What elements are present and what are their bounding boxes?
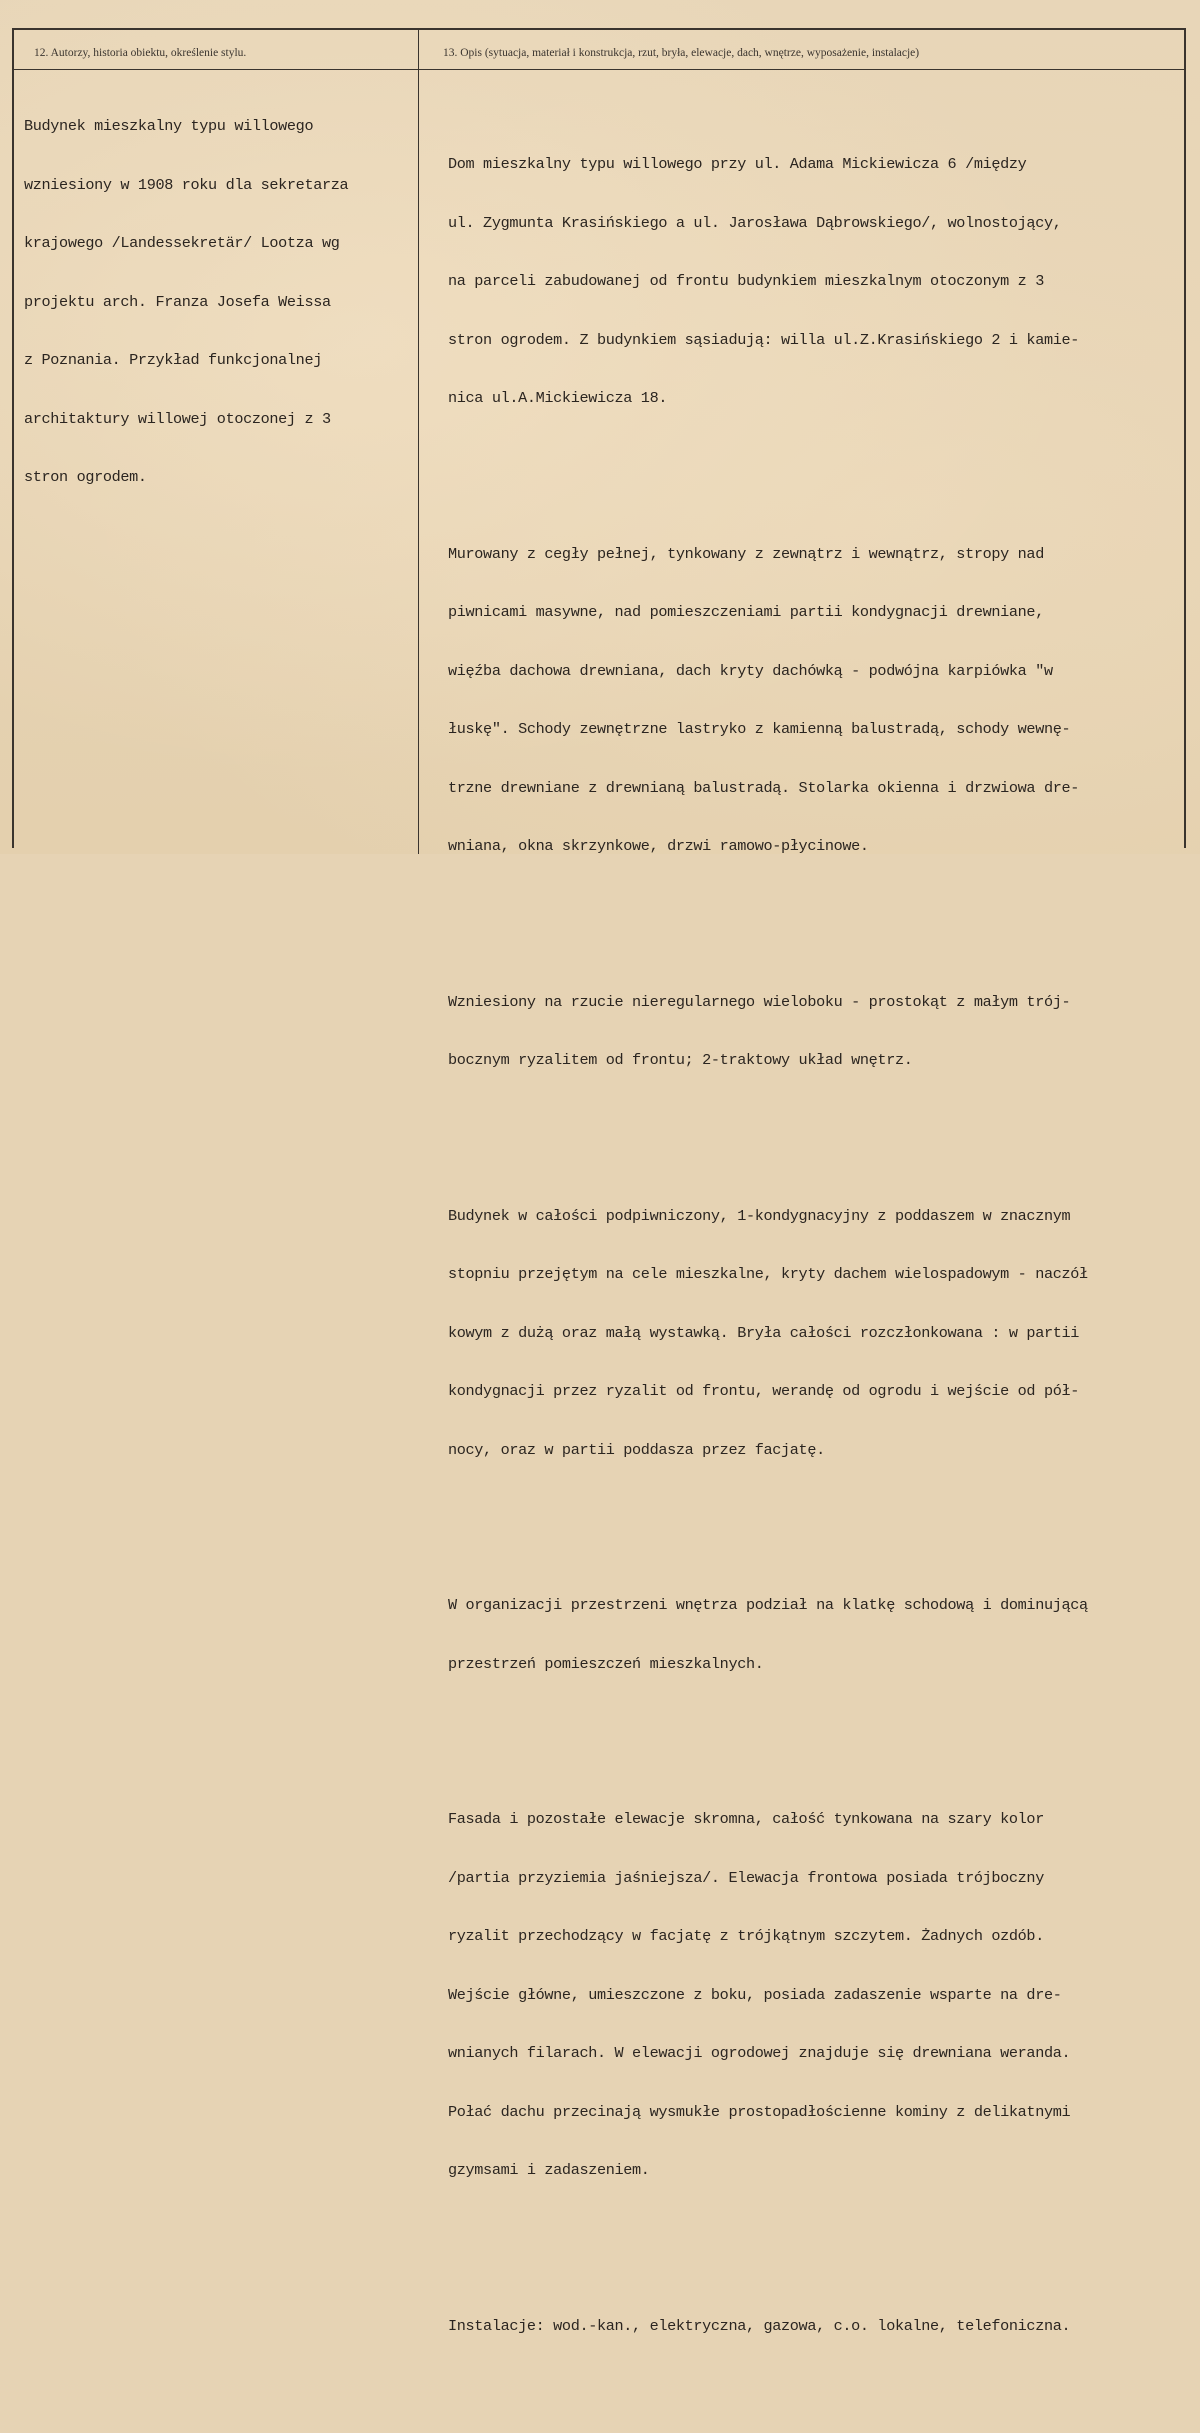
paragraph-location xyxy=(448,116,1088,448)
text-line: Połać dachu przecinają wysmukłe prostopadłościenne kominy z delikatnymi xyxy=(448,2102,1071,2121)
text-line: gzymsami i zadaszeniem. xyxy=(448,2161,650,2179)
paragraph-interior xyxy=(448,1557,1088,1713)
text-line: więźba dachowa drewniana, dach kryty dachówką - podwójna karpiówka "w xyxy=(448,661,1053,680)
text-line: stron ogrodem. xyxy=(24,468,147,486)
text-line: Wejście główne, umieszczone z boku, posiada zadaszenie wsparte na dre- xyxy=(448,1985,1062,2004)
text-line: Budynek mieszkalny typu willowego xyxy=(24,117,314,135)
text-line: stron ogrodem. Z budynkiem sąsiadują: willa ul.Z.Krasińskiego 2 i kamie- xyxy=(448,330,1080,349)
header-divider xyxy=(12,69,1186,70)
text-line: projektu arch. Franza Josefa Weissa xyxy=(24,292,331,311)
text-line: trzne drewniane z drewnianą balustradą. Stolarka okienna i drzwiowa dre- xyxy=(448,778,1080,797)
paragraph-massing xyxy=(448,1168,1088,1500)
text-line: ryzalit przechodzący w facjatę z trójkątnym szczytem. Żadnych ozdób. xyxy=(448,1927,1044,1945)
text-line: Dom mieszkalny typu willowego przy ul. Adama Mickiewicza 6 /między xyxy=(448,155,1027,173)
authors-history-text xyxy=(24,78,348,527)
description-text xyxy=(448,77,1088,2433)
text-line: na parceli zabudowanej od frontu budynkiem mieszkalnym otoczonym z 3 xyxy=(448,272,1044,290)
text-line: wnianych filarach. W elewacji ogrodowej znajduje się drewniana weranda. xyxy=(448,2044,1071,2062)
text-line: wzniesiony w 1908 roku dla sekretarza xyxy=(24,175,349,194)
text-line: ul. Zygmunta Krasińskiego a ul. Jarosława Dąbrowskiego/, wolnostojący, xyxy=(448,213,1062,232)
text-line: nica ul.A.Mickiewicza 18. xyxy=(448,389,668,407)
text-line: kondygnacji przez ryzalit od frontu, werandę od ogrodu i wejście od pół- xyxy=(448,1382,1080,1400)
text-line: /partia przyziemia jaśniejsza/. Elewacja frontowa posiada trójboczny xyxy=(448,1868,1044,1887)
text-line: piwnicami masywne, nad pomieszczeniami partii kondygnacji drewniane, xyxy=(448,603,1044,621)
paragraph-plan xyxy=(448,954,1088,1110)
field-13-header: 13. Opis (sytuacja, materiał i konstrukcja, rzut, bryła, elewacje, dach, wnętrze, wyposażenie, instalacje) xyxy=(443,47,920,59)
paragraph-construction xyxy=(448,506,1088,896)
column-divider xyxy=(418,28,419,854)
text-line: bocznym ryzalitem od frontu; 2-traktowy układ wnętrz. xyxy=(448,1051,913,1069)
text-line: architaktury willowej otoczonej z 3 xyxy=(24,409,331,428)
text-line: Wzniesiony na rzucie nieregularnego wieloboku - prostokąt z małym trój- xyxy=(448,992,1071,1011)
text-line: łuskę". Schody zewnętrzne lastryko z kamienną balustradą, schody wewnę- xyxy=(448,720,1071,738)
text-line: kowym z dużą oraz małą wystawką. Bryła całości rozczłonkowana : w partii xyxy=(448,1323,1080,1342)
paragraph-elevations xyxy=(448,1771,1088,2220)
field-12-header: 12. Autorzy, historia obiektu, określenie stylu. xyxy=(34,47,247,59)
text-line: wniana, okna skrzynkowe, drzwi ramowo-płycinowe. xyxy=(448,837,869,855)
text-line: Budynek w całości podpiwniczony, 1-kondygnacyjny z poddaszem w znacznym xyxy=(448,1206,1071,1225)
text-line: z Poznania. Przykład funkcjonalnej xyxy=(24,351,322,369)
text-line: Murowany z cegły pełnej, tynkowany z zewnątrz i wewnątrz, stropy nad xyxy=(448,544,1044,563)
text-line: przestrzeń pomieszczeń mieszkalnych. xyxy=(448,1654,764,1673)
paragraph-installations xyxy=(448,2278,1088,2376)
text-line: Instalacje: wod.-kan., elektryczna, gazowa, c.o. lokalne, telefoniczna. xyxy=(448,2316,1071,2335)
text-line: Fasada i pozostałe elewacje skromna, całość tynkowana na szary kolor xyxy=(448,1810,1044,1828)
text-line: krajowego /Landessekretär/ Lootza wg xyxy=(24,234,340,252)
text-line: W organizacji przestrzeni wnętrza podział na klatkę schodową i dominującą xyxy=(448,1596,1088,1614)
text-line: stopniu przejętym na cele mieszkalne, kryty dachem wielospadowym - naczół xyxy=(448,1265,1088,1283)
text-line: nocy, oraz w partii poddasza przez facjatę. xyxy=(448,1440,825,1459)
